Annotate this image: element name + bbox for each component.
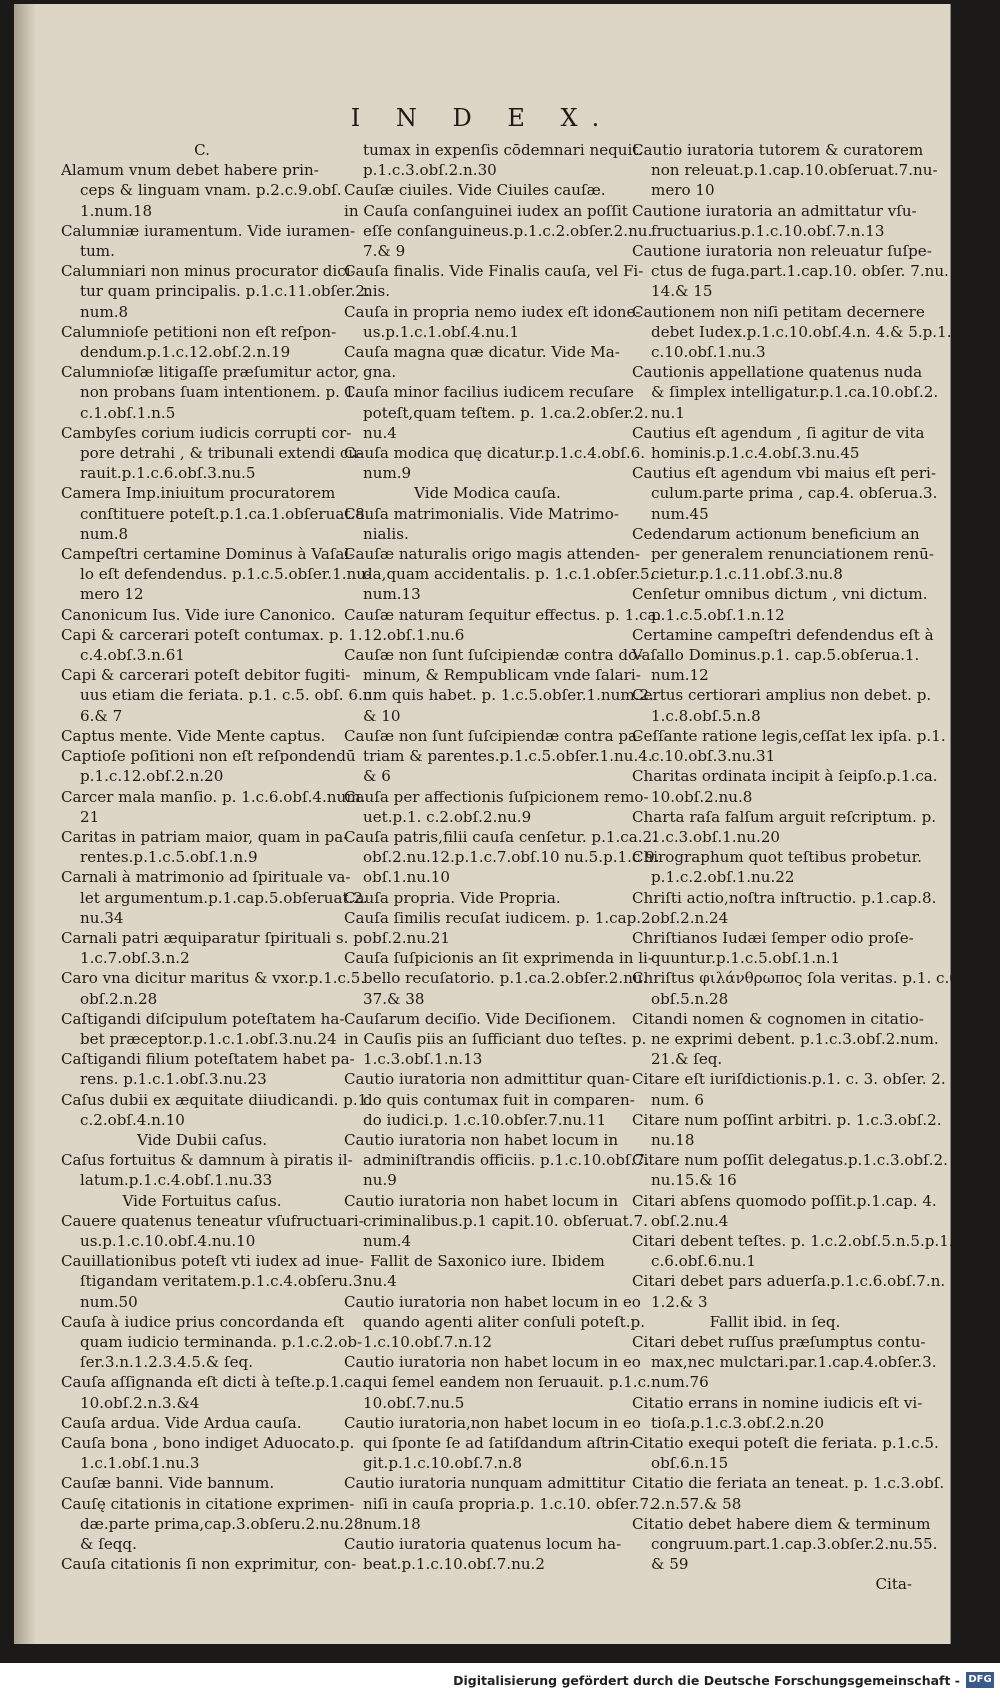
- index-line: Capi & carcerari poteſt debitor fugiti-: [61, 666, 351, 685]
- index-line: Charitas ordinata incipit à ſeipſo.p.1.ca.: [632, 767, 938, 786]
- index-header: I N D E X.: [350, 104, 614, 132]
- index-line: Cenſetur omnibus dictum , vni dictum.: [632, 585, 928, 604]
- index-line: uus etiam die feriata. p.1. c.5. obſ. 6.n.: [80, 686, 378, 705]
- index-line: gna.: [363, 363, 397, 382]
- index-line: Chirographum quot teſtibus probetur.: [632, 848, 922, 867]
- index-line: tioſa.p.1.c.3.obſ.2.n.20: [651, 1413, 825, 1432]
- index-line: 21: [80, 807, 100, 826]
- index-line: eſſe conſanguineus.p.1.c.2.obſer.2.nu.: [363, 221, 653, 240]
- index-column-2: [344, 140, 662, 1574]
- index-line: niſi in cauſa propria.p. 1.c.10. obſer.7.: [363, 1494, 654, 1513]
- book-page: [14, 4, 964, 1644]
- index-line: Citari debet pars aduerſa.p.1.c.6.obſ.7.n.: [632, 1272, 946, 1291]
- index-line: ceps & linguam vnam. p.2.c.9.obſ.: [80, 181, 342, 200]
- index-line: p.1.c.5.obſ.1.n.12: [651, 605, 785, 624]
- index-line: Cauſa ardua. Vide Ardua cauſa.: [61, 1413, 302, 1432]
- index-line: Ceſſante ratione legis,ceſſat lex ipſa. p.1.: [632, 726, 946, 745]
- index-line: Citare num poſſint arbitri. p. 1.c.3.obſ.2.: [632, 1110, 942, 1129]
- index-line: criminalibus.p.1 capit.10. obſeruat.7.: [363, 1211, 648, 1230]
- index-line: tum.: [80, 242, 115, 261]
- index-line: hominis.p.1.c.4.obſ.3.nu.45: [651, 444, 860, 463]
- index-line: obſ.5.n.28: [651, 989, 729, 1008]
- index-line: nu.4: [363, 1272, 397, 1291]
- index-line: ſtigandam veritatem.p.1.c.4.obſeru.3.: [80, 1272, 368, 1291]
- index-line: 1.c.7.obſ.3.n.2: [80, 949, 190, 968]
- index-line: obſ.6.n.15: [651, 1454, 729, 1473]
- index-line: nu.18: [651, 1130, 695, 1149]
- index-line: 10.obſ.7.nu.5: [363, 1393, 465, 1412]
- index-line: Cauere quatenus teneatur vſufructuari-: [61, 1211, 364, 1230]
- index-line: Cauſa finalis. Vide Finalis cauſa, vel Fi-: [344, 262, 644, 281]
- index-line: conſtituere poteſt.p.1.ca.1.obſeruat.8.: [80, 504, 370, 523]
- index-line: Cautius eſt agendum , ſi agitur de vita: [632, 423, 925, 442]
- index-line: ne exprimi debent. p.1.c.3.obſ.2.num.: [651, 1029, 939, 1048]
- index-line: mero 10: [651, 181, 715, 200]
- index-line: obſ.2.nu.21: [363, 928, 450, 947]
- index-line: Cautio iuratoria nunquam admittitur: [344, 1474, 626, 1493]
- index-column-3: [632, 140, 964, 1595]
- index-line: Caſus dubii ex æquitate diiudicandi. p.1.: [61, 1090, 373, 1109]
- index-line: num.9: [363, 464, 412, 483]
- index-line: Cauſa magna quæ dicatur. Vide Ma-: [344, 343, 620, 362]
- index-line: da,quam accidentalis. p. 1.c.1.obſer.5.: [363, 565, 655, 584]
- index-line: bet præceptor.p.1.c.1.obſ.3.nu.24: [80, 1029, 337, 1048]
- index-line: 1.2.& 3: [651, 1292, 708, 1311]
- index-line: Cautio iuratoria non admittitur quan-: [344, 1070, 630, 1089]
- index-line: Cauſa in propria nemo iudex eſt idone-: [344, 302, 641, 321]
- index-line: git.p.1.c.10.obſ.7.n.8: [363, 1454, 523, 1473]
- index-line: num.8: [80, 524, 129, 543]
- index-line: Caſus fortuitus & damnum à piratis il-: [61, 1151, 353, 1170]
- index-line: Cauſa bona , bono indiget Aduocato.p.: [61, 1434, 355, 1452]
- index-line: 10.obſ.2.nu.8: [651, 787, 753, 806]
- index-line: 1.c.10.obſ.7.n.12: [363, 1332, 492, 1351]
- index-line: Cauſa matrimonialis. Vide Matrimo-: [344, 504, 619, 523]
- dfg-logo: DFG: [966, 1672, 994, 1688]
- index-line: 21.& ſeq.: [651, 1050, 723, 1069]
- index-line: Calumnioſe petitioni non eſt reſpon-: [61, 322, 337, 341]
- index-line: c.10.obſ.1.nu.3: [651, 343, 766, 362]
- index-line: Vaſallo Dominus.p.1. cap.5.obſerua.1.: [632, 646, 920, 665]
- index-line: & 6: [363, 767, 391, 786]
- index-line: 1.c.1.obſ.1.nu.3: [80, 1454, 200, 1473]
- index-line: Vide Fortuitus caſus.: [122, 1191, 282, 1210]
- index-line: Citare eſt iuriſdictionis.p.1. c. 3. obſer. 2.: [632, 1070, 946, 1089]
- index-line: do iudici.p. 1.c.10.obſer.7.nu.11: [363, 1110, 607, 1129]
- index-line: num. 6: [651, 1090, 704, 1109]
- index-line: Campeſtri certamine Dominus à Vaſal-: [61, 545, 355, 564]
- index-line: num.76: [651, 1373, 709, 1392]
- index-line: fructuarius.p.1.c.10.obſ.7.n.13: [651, 221, 885, 240]
- index-line: Cauſa à iudice prius concordanda eſt: [61, 1312, 345, 1331]
- index-line: in Cauſa conſanguinei iudex an poſſit: [344, 201, 628, 220]
- index-line: quuntur.p.1.c.5.obſ.1.n.1: [651, 949, 841, 968]
- index-line: Cauſę citationis in citatione exprimen-: [61, 1494, 355, 1513]
- index-line: Caſtigandi filium poteſtatem habet pa-: [61, 1050, 355, 1069]
- index-line: C.: [194, 141, 210, 159]
- index-line: c.6.obſ.6.nu.1: [651, 1252, 757, 1271]
- index-line: minum, & Rempublicam vnde ſalari-: [363, 666, 641, 685]
- index-line: Fallit de Saxonico iure. Ibidem: [370, 1252, 605, 1271]
- index-line: Cautio iuratoria non habet locum in: [344, 1130, 619, 1149]
- index-line: obſ.1.nu.10: [363, 868, 450, 887]
- index-line: Chriſtianos Iudæi ſemper odio proſe-: [632, 928, 914, 947]
- index-line: Cauillationibus poteſt vti iudex ad inue-: [61, 1252, 364, 1271]
- index-column-1: [61, 140, 378, 1574]
- index-line: in Cauſis piis an ſufficiant duo teſtes. p.: [344, 1029, 647, 1048]
- index-line: num.8: [80, 302, 129, 321]
- index-line: Calumniæ iuramentum. Vide iuramen-: [61, 221, 356, 240]
- index-line: mero 12: [80, 585, 144, 604]
- index-line: Citari debent teſtes. p. 1.c.2.obſ.5.n.5.p.1.: [632, 1231, 954, 1250]
- index-line: Citatio debet habere diem & terminum: [632, 1514, 931, 1533]
- index-line: Calumnioſæ litigaſſe præſumitur actor,: [61, 363, 359, 382]
- index-line: Calumniari non minus procurator dici-: [61, 262, 356, 281]
- index-line: rentes.p.1.c.5.obſ.1.n.9: [80, 848, 258, 867]
- index-line: Cauſæ non ſunt ſuſcipiendæ contra pa-: [344, 726, 643, 745]
- index-line: num.12: [651, 666, 709, 685]
- index-line: let argumentum.p.1.cap.5.obſeruat.2.: [80, 888, 368, 907]
- index-line: nu.4: [363, 423, 397, 442]
- index-line: 1.num.18: [80, 201, 153, 220]
- index-line: Cauſa aſſignanda eſt dicti à teſte.p.1.ca.: [61, 1373, 367, 1392]
- index-line: Cautio iuratoria non habet locum in eo: [344, 1292, 641, 1311]
- index-line: Cautio iuratoria,non habet locum in eo: [344, 1413, 641, 1432]
- index-line: qui ſemel eandem non ſeruauit. p.1.c.: [363, 1373, 651, 1392]
- index-line: lo eſt defendendus. p.1.c.5.obſer.1.nu-: [80, 565, 372, 584]
- index-line: obſ.2.n.28: [80, 989, 158, 1008]
- index-line: Cauſa propria. Vide Propria.: [344, 888, 561, 907]
- index-line: Certamine campeſtri defendendus eſt à: [632, 625, 934, 644]
- index-line: p.1.c.12.obſ.2.n.20: [80, 767, 224, 786]
- index-line: Cauſa ſuſpicionis an ſit exprimenda in li-: [344, 949, 653, 968]
- index-line: Carnali à matrimonio ad ſpirituale va-: [61, 868, 351, 887]
- index-line: ctus de fuga.part.1.cap.10. obſer. 7.nu.: [651, 262, 949, 281]
- index-line: congruum.part.1.cap.3.obſer.2.nu.55.: [651, 1535, 938, 1554]
- index-line: Cita-: [875, 1575, 912, 1594]
- index-line: do quis contumax fuit in comparen-: [363, 1090, 635, 1109]
- index-line: rauit.p.1.c.6.obſ.3.nu.5: [80, 464, 256, 483]
- index-line: um quis habet. p. 1.c.5.obſer.1.num.2.: [363, 686, 654, 705]
- index-line: Cambyſes corium iudicis corrupti cor-: [61, 423, 352, 442]
- index-line: Cauſa modica quę dicatur.p.1.c.4.obſ.6.: [344, 444, 646, 463]
- index-line: obſ.2.n.24: [651, 908, 729, 927]
- index-line: num.13: [363, 585, 421, 604]
- index-line: c.2.obſ.4.n.10: [80, 1110, 185, 1129]
- index-line: nu.9: [363, 1171, 397, 1190]
- index-line: bello recuſatorio. p.1.ca.2.obſer.2.nu.: [363, 969, 648, 988]
- digitization-credit: Digitalisierung gefördert durch die Deutsche Forschungsgemeinschaft -: [453, 1673, 960, 1688]
- index-line: p.1.c.3.obſ.2.n.30: [363, 161, 497, 180]
- index-line: adminiſtrandis officiis. p.1.c.10.obſ.7.: [363, 1151, 650, 1170]
- index-line: rens. p.1.c.1.obſ.3.nu.23: [80, 1070, 267, 1089]
- index-line: Cauſarum deciſio. Vide Deciſionem.: [344, 1009, 617, 1028]
- index-line: Cautio iuratoria quatenus locum ha-: [344, 1535, 622, 1554]
- index-line: c.10.obſ.3.nu.31: [651, 747, 776, 766]
- index-line: Camera Imp.iniuitum procuratorem: [61, 484, 336, 503]
- index-line: Chriſti actio,noſtra inſtructio. p.1.cap.8.: [632, 888, 937, 907]
- index-line: tumax in expenſis cōdemnari nequit.: [363, 141, 644, 159]
- index-line: & ſeqq.: [80, 1535, 137, 1554]
- index-line: dæ.parte prima,cap.3.obſeru.2.nu.28.: [80, 1514, 369, 1533]
- index-line: Cauſæ ciuiles. Vide Ciuiles cauſæ.: [344, 181, 606, 200]
- index-line: Cautio iuratoria non habet locum in: [344, 1191, 619, 1210]
- index-line: p.1.c.2.obſ.1.nu.22: [651, 868, 795, 887]
- index-line: beat.p.1.c.10.obſ.7.nu.2: [363, 1555, 545, 1574]
- index-line: c.1.obſ.1.n.5: [80, 403, 176, 422]
- index-line: Cauſæ naturalis origo magis attenden-: [344, 545, 640, 564]
- index-line: num.4: [363, 1231, 412, 1250]
- index-line: Cauſæ non ſunt ſuſcipiendæ contra do-: [344, 646, 643, 665]
- index-line: Citare num poſſit delegatus.p.1.c.3.obſ.2.: [632, 1151, 948, 1170]
- index-line: Cautione iuratoria non releuatur ſuſpe-: [632, 242, 932, 261]
- index-line: Canonicum Ius. Vide iure Canonico.: [61, 605, 336, 624]
- index-line: poteſt,quam teſtem. p. 1.ca.2.obſer.2.: [363, 403, 649, 422]
- index-line: Certus certiorari amplius non debet. p.: [632, 686, 932, 705]
- index-line: Cautio iuratoria tutorem & curatorem: [632, 141, 924, 159]
- index-line: Citatio errans in nomine iudicis eſt vi-: [632, 1393, 923, 1412]
- index-line: Cauſa patris,filii cauſa cenſetur. p.1.ca.2.: [344, 827, 657, 846]
- index-line: 1.c.3.obſ.1.nu.20: [651, 827, 781, 846]
- index-line: Capi & carcerari poteſt contumax. p. 1.: [61, 625, 363, 644]
- index-line: nu.1: [651, 403, 685, 422]
- index-line: us.p.1.c.1.obſ.4.nu.1: [363, 322, 520, 341]
- index-line: Cauſa per affectionis ſuſpicionem remo-: [344, 787, 649, 806]
- index-line: Cautius eſt agendum vbi maius eſt peri-: [632, 464, 936, 483]
- index-line: 1.c.8.obſ.5.n.8: [651, 706, 761, 725]
- index-line: 12.obſ.1.nu.6: [363, 625, 465, 644]
- index-line: triam & parentes.p.1.c.5.obſer.1.nu.4.: [363, 747, 653, 766]
- index-line: num.18: [363, 1514, 421, 1533]
- index-line: num.45: [651, 504, 709, 523]
- index-line: Citari debet ruſſus præſumptus contu-: [632, 1332, 926, 1351]
- index-line: num.50: [80, 1292, 138, 1311]
- index-line: 14.& 15: [651, 282, 713, 301]
- index-line: & 59: [651, 1555, 689, 1574]
- index-line: nu.15.& 16: [651, 1171, 737, 1190]
- index-line: Cautio iuratoria non habet locum in eo: [344, 1353, 641, 1372]
- index-line: Cautionis appellatione quatenus nuda: [632, 363, 923, 382]
- index-line: Caro vna dicitur maritus & vxor.p.1.c.5.: [61, 969, 366, 988]
- index-line: us.p.1.c.10.obſ.4.nu.10: [80, 1231, 256, 1250]
- index-line: Vide Modica cauſa.: [414, 484, 561, 503]
- index-line: Citandi nomen & cognomen in citatio-: [632, 1009, 924, 1028]
- index-line: Citatio exequi poteſt die feriata. p.1.c.5.: [632, 1434, 939, 1452]
- index-line: obſ.2.nu.4: [651, 1211, 729, 1230]
- index-line: Charta raſa falſum arguit reſcriptum. p.: [632, 807, 937, 826]
- index-line: & 10: [363, 706, 401, 725]
- index-line: Captus mente. Vide Mente captus.: [61, 726, 326, 745]
- index-line: nialis.: [363, 524, 409, 543]
- index-line: Cautionem non niſi petitam decernere: [632, 302, 925, 321]
- index-line: nu.34: [80, 908, 124, 927]
- index-line: quam iudicio terminanda. p.1.c.2.ob-: [80, 1332, 363, 1351]
- index-line: ſer.3.n.1.2.3.4.5.& ſeq.: [80, 1353, 254, 1372]
- index-line: Cauſa ſimilis recuſat iudicem. p. 1.cap.2.: [344, 908, 656, 927]
- index-line: Cedendarum actionum beneficium an: [632, 524, 920, 543]
- footer-strip: [0, 1663, 1000, 1699]
- index-line: non probans ſuam intentionem. p. 1.: [80, 383, 360, 402]
- index-line: cietur.p.1.c.11.obſ.3.nu.8: [651, 565, 843, 584]
- index-line: Carcer mala manſio. p. 1.c.6.obſ.4.num.: [61, 787, 366, 806]
- index-line: Caſtigandi diſcipulum poteſtatem ha-: [61, 1009, 345, 1028]
- index-line: 10.obſ.2.n.3.&4: [80, 1393, 200, 1412]
- index-line: latum.p.1.c.4.obſ.1.nu.33: [80, 1171, 273, 1190]
- index-line: 2.n.57.& 58: [651, 1494, 742, 1513]
- index-line: Cauſa minor facilius iudicem recuſare: [344, 383, 634, 402]
- index-line: Carnali patri æquiparatur ſpirituali s. p.: [61, 928, 368, 947]
- index-line: nis.: [363, 282, 391, 301]
- index-line: 6.& 7: [80, 706, 123, 725]
- index-line: Cauſæ banni. Vide bannum.: [61, 1474, 275, 1493]
- index-line: uet.p.1. c.2.obſ.2.nu.9: [363, 807, 532, 826]
- index-line: Vide Dubii caſus.: [136, 1130, 268, 1149]
- index-line: dendum.p.1.c.12.obſ.2.n.19: [80, 343, 291, 362]
- index-line: qui ſponte ſe ad ſatiſdandum aſtrin-: [363, 1434, 635, 1452]
- index-line: Caritas in patriam maior, quam in pa-: [61, 827, 349, 846]
- index-line: culum.parte prima , cap.4. obſerua.3.: [651, 484, 938, 503]
- index-line: Chriſtus φιλάνθρωπος ſola veritas. p.1. c.6.: [632, 969, 964, 988]
- index-line: debet Iudex.p.1.c.10.obſ.4.n. 4.& 5.p.1.: [651, 322, 952, 341]
- index-line: c.4.obſ.3.n.61: [80, 646, 185, 665]
- index-line: non releuat.p.1.cap.10.obſeruat.7.nu-: [651, 161, 938, 180]
- index-line: pore detrahi , & tribunali extendi cu-: [80, 444, 364, 463]
- index-line: 37.& 38: [363, 989, 425, 1008]
- index-line: obſ.2.nu.12.p.1.c.7.obſ.10 nu.5.p.1.c 9.: [363, 848, 660, 867]
- index-line: Captioſe poſitioni non eſt reſpondendū: [61, 747, 356, 766]
- index-line: Cauſa citationis ſi non exprimitur, con-: [61, 1555, 357, 1574]
- index-line: Cautione iuratoria an admittatur vſu-: [632, 201, 917, 220]
- index-line: & ſimplex intelligatur.p.1.ca.10.obſ.2.: [651, 383, 939, 402]
- index-line: Fallit ibid. in ſeq.: [709, 1312, 841, 1331]
- index-line: Citari abſens quomodo poſſit.p.1.cap. 4.: [632, 1191, 937, 1210]
- index-line: 1.c.3.obſ.1.n.13: [363, 1050, 483, 1069]
- index-line: 7.& 9: [363, 242, 406, 261]
- index-line: max,nec mulctari.par.1.cap.4.obſer.3.: [651, 1353, 937, 1372]
- index-line: quando agenti aliter conſuli poteſt.p.: [363, 1312, 645, 1331]
- index-line: per generalem renunciationem renū-: [651, 545, 934, 564]
- index-line: Alamum vnum debet habere prin-: [61, 161, 319, 180]
- index-line: Citatio die feriata an teneat. p. 1.c.3.obſ.: [632, 1474, 945, 1493]
- index-line: Cauſæ naturam ſequitur effectus. p. 1.ca.: [344, 605, 662, 624]
- index-line: tur quam principalis. p.1.c.11.obſer.2.: [80, 282, 370, 301]
